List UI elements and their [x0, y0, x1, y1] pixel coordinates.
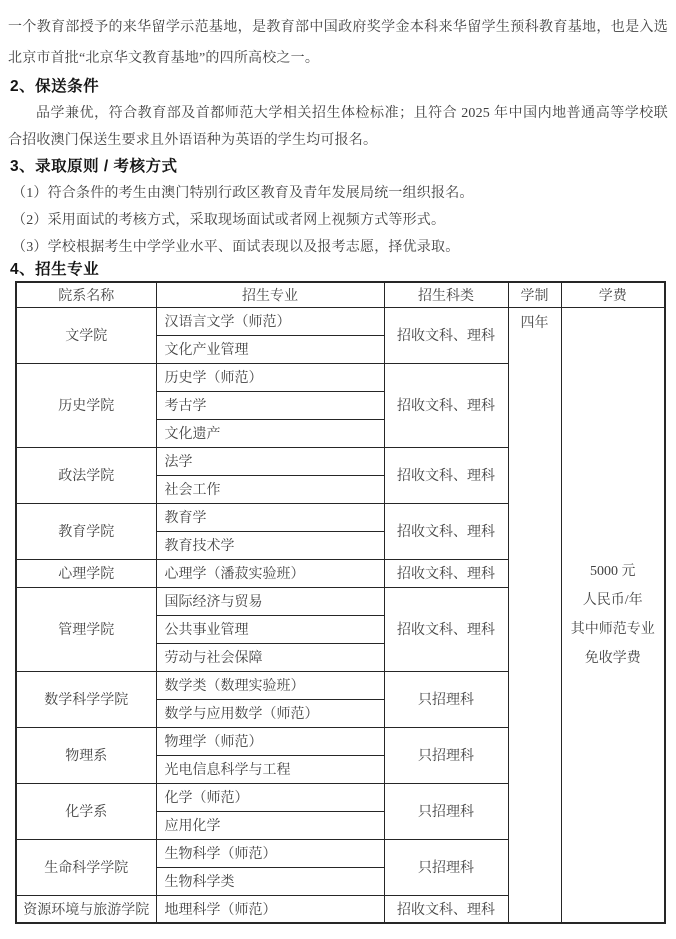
department-cell: 物理系 — [16, 727, 156, 783]
major-cell: 法学 — [156, 447, 384, 475]
luqu-item-2: （2）采用面试的考核方式，采取现场面试或者网上视频方式等形式。 — [12, 213, 446, 228]
category-cell: 只招理科 — [384, 727, 508, 783]
admissions-table — [15, 281, 666, 924]
intro-paragraph: 一个教育部授予的来华留学示范基地，是教育部中国政府奖学金本科来华留学生预科教育基地，也是入选北京市首批“北京华文教育基地”的四所高校之一。 — [8, 20, 668, 66]
department-cell: 数学科学学院 — [16, 671, 156, 727]
section-heading-baosong: 2、保送条件 — [10, 78, 100, 95]
major-cell: 国际经济与贸易 — [156, 587, 384, 615]
major-cell: 生物科学（师范） — [156, 839, 384, 867]
category-cell: 招收文科、理科 — [384, 363, 508, 447]
tuition-line: 5000 元 — [590, 563, 636, 579]
table-header-row — [16, 282, 665, 307]
table-row — [16, 307, 665, 335]
category-cell: 只招理科 — [384, 671, 508, 727]
major-cell: 生物科学类 — [156, 867, 384, 895]
header-category: 招生科类 — [384, 282, 508, 307]
major-cell: 教育技术学 — [156, 531, 384, 559]
tuition-line: 人民币/年 — [582, 592, 643, 608]
department-cell: 教育学院 — [16, 503, 156, 559]
major-cell: 光电信息科学与工程 — [156, 755, 384, 783]
luqu-item-1: （1）符合条件的考生由澳门特别行政区教育及青年发展局统一组织报名。 — [12, 186, 474, 201]
major-cell: 地理科学（师范） — [156, 895, 384, 923]
major-cell: 文化产业管理 — [156, 335, 384, 363]
luqu-items — [8, 180, 668, 261]
major-cell: 数学类（数理实验班） — [156, 671, 384, 699]
major-cell: 心理学（潘菽实验班） — [156, 559, 384, 587]
category-cell: 招收文科、理科 — [384, 895, 508, 923]
category-cell: 招收文科、理科 — [384, 503, 508, 559]
major-cell: 文化遗产 — [156, 419, 384, 447]
category-cell: 招收文科、理科 — [384, 559, 508, 587]
header-duration: 学制 — [508, 282, 561, 307]
department-cell: 历史学院 — [16, 363, 156, 447]
category-cell: 招收文科、理科 — [384, 447, 508, 503]
tuition-line: 其中师范专业 — [570, 621, 655, 637]
department-cell: 文学院 — [16, 307, 156, 363]
major-cell: 汉语言文学（师范） — [156, 307, 384, 335]
department-cell: 政法学院 — [16, 447, 156, 503]
department-cell: 管理学院 — [16, 587, 156, 671]
section-heading-zhaosheng: 4、招生专业 — [10, 261, 100, 278]
major-cell: 历史学（师范） — [156, 363, 384, 391]
department-cell: 化学系 — [16, 783, 156, 839]
major-cell: 数学与应用数学（师范） — [156, 699, 384, 727]
baosong-body: 品学兼优，符合教育部及首都师范大学相关招生体检标准；且符合 2025 年中国内地普通高等学校联合招收澳门保送生要求且外语语种为英语的学生均可报名。 — [8, 106, 668, 148]
section-heading-luqu: 3、录取原则 / 考核方式 — [10, 158, 178, 175]
major-cell: 劳动与社会保障 — [156, 643, 384, 671]
department-cell: 生命科学学院 — [16, 839, 156, 895]
tuition-line: 免收学费 — [584, 650, 641, 666]
department-cell: 心理学院 — [16, 559, 156, 587]
luqu-item-3: （3）学校根据考生中学学业水平、面试表现以及报考志愿，择优录取。 — [12, 240, 460, 255]
header-tuition: 学费 — [561, 282, 665, 307]
category-cell: 招收文科、理科 — [384, 307, 508, 363]
header-major: 招生专业 — [156, 282, 384, 307]
major-cell: 应用化学 — [156, 811, 384, 839]
category-cell: 只招理科 — [384, 839, 508, 895]
tuition-cell — [561, 307, 665, 923]
header-department: 院系名称 — [16, 282, 156, 307]
duration-cell: 四年 — [508, 307, 561, 923]
major-cell: 公共事业管理 — [156, 615, 384, 643]
major-cell: 考古学 — [156, 391, 384, 419]
major-cell: 社会工作 — [156, 475, 384, 503]
category-cell: 只招理科 — [384, 783, 508, 839]
major-cell: 化学（师范） — [156, 783, 384, 811]
category-cell: 招收文科、理科 — [384, 587, 508, 671]
major-cell: 物理学（师范） — [156, 727, 384, 755]
department-cell: 资源环境与旅游学院 — [16, 895, 156, 923]
major-cell: 教育学 — [156, 503, 384, 531]
